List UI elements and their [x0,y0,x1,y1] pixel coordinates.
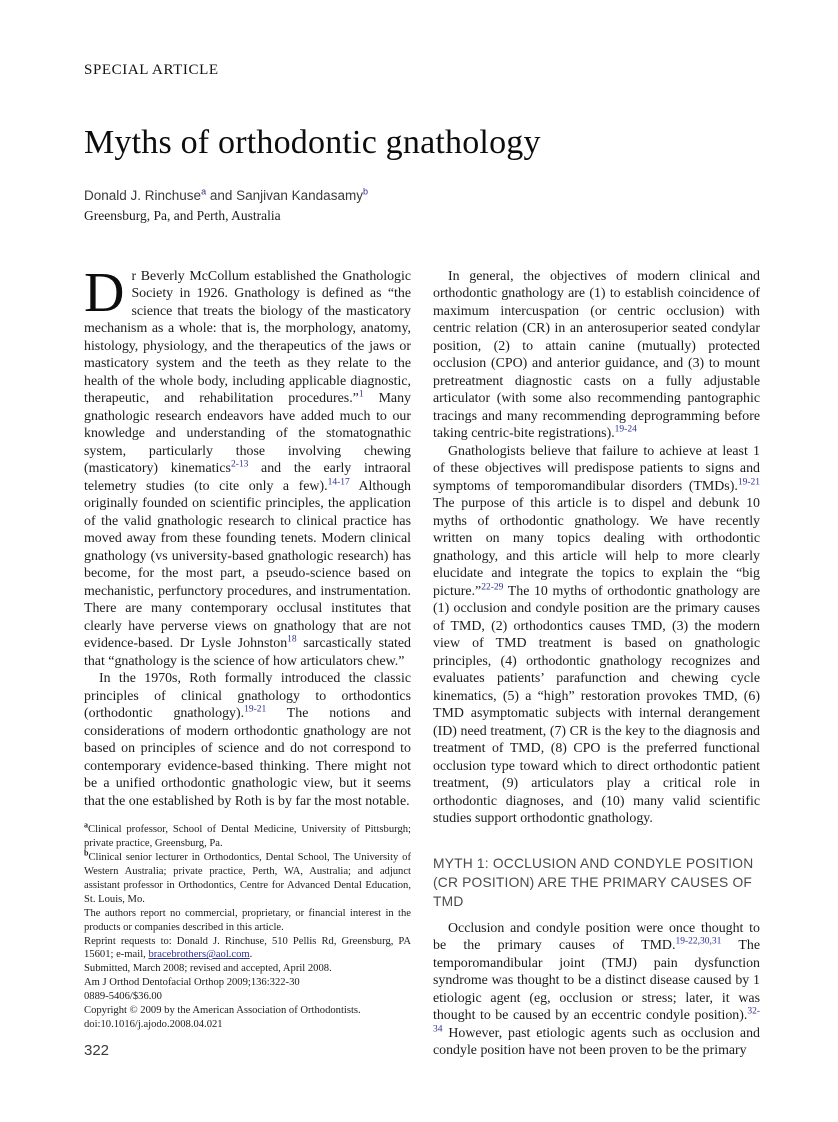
paragraph: In the 1970s, Roth formally introduced the classic principles of clinical gnathology to orthodontics (orthodontic gnathology).$^{19-21}$ The notions and considerations of modern orthodontic gnathology are not based on principles of science and do not correspond to contemporary evidence-based thinking. There might not be a unified orthodontic gnathologic view, but it seems that the one established by Roth is by far the most notable. [84,671,411,809]
paragraph: Gnathologists believe that failure to achieve at least 1 of these objectives will predispose patients to signs and symptoms of temporomandibular disorders (TMDs).$^{19-21}$ The purpose of this article is to dispel and debunk 10 myths of orthodontic gnathology. We have recently written on many topics dealing with orthodontic gnathology, and this article will help to more clearly elucidate and integrate the topics to explain the “big picture.”$^{22-29}$ The 10 myths of orthodontic gnathology are (1) occlusion and condyle position are the primary causes of TMD, (2) orthodontics causes TMD, (3) the modern view of TMD treatment is based on gnathologic principles, (4) orthodontic gnathology recognizes and evaluates patients’ parafunction and chewing cycle kinematics, (5) a “high” restoration provokes TMD, (6) TMD asymptomatic subjects with internal derangement (ID) need treatment, (7) CR is the key to the diagnosis and treatment of TMD, (8) CPO is the preferred functional occlusion type toward which to direct orthodontic patient treatment, (9) articulators play a critical role in orthodontic diagnoses, and (10) many valid scientific studies support orthodontic gnathology. [433,443,760,827]
footnote: The authors report no commercial, proprietary, or financial interest in the products or companies described in this article. [84,907,411,933]
footnote: $^b$Clinical senior lecturer in Orthodontics, Dental School, The University of Western Australia; private practice, Perth, WA, Australia; and adjunct assistant professor in Orthodontics, Centre for Advanced Dental Education, St. Louis, Mo. [84,848,411,905]
reference-link[interactable]: 19-21 [737,477,760,488]
reference-link[interactable]: b [362,186,368,197]
footnote-marker: a [84,820,88,830]
authors-line: Donald J. Rinchuse$^a$ and Sanjivan Kandasamy$^b$ [84,186,368,203]
footnote-marker: b [84,848,89,858]
paragraph [84,261,411,671]
reference-link[interactable]: 18 [287,634,297,645]
reference-link[interactable]: 2-13 [230,459,249,470]
footnote: Submitted, March 2008; revised and accepted, April 2008. [84,963,332,975]
footnote: 0889-5406/$36.00 [84,991,162,1003]
reference-link[interactable]: 19-22,30,31 [675,936,722,947]
right-column [433,268,760,1060]
reference-link[interactable]: 32-34 [433,1006,760,1035]
paragraph: Occlusion and condyle position were once thought to be the primary causes of TMD.$^{19-22,30,31}$ The temporomandibular joint (TMJ) pain dysfunction syndrome was thought to be a distinct disease caused by 1 etiologic agent (eg, occlusion or stress; later, it was thought to be caused by an eccentric condyle position).$^{32-34}$ However, past etiologic agents such as occlusion and condyle position have not been proven to be the primary [433,920,760,1059]
footnote: Copyright © 2009 by the American Association of Orthodontists. [84,1005,361,1017]
email-link[interactable]: bracebrothers@aol.com [148,949,250,961]
section-heading-myth-1: MYTH 1: OCCLUSION AND CONDYLE POSITION (CR POSITION) ARE THE PRIMARY CAUSES OF TMD [433,855,754,909]
article-title: Myths of orthodontic gnathology [84,124,541,161]
footnote: Reprint requests to: Donald J. Rinchuse, 510 Pellis Rd, Greensburg, PA 15601; e-mail, bracebrothers@aol.com. [84,935,411,961]
drop-cap: D [84,261,125,324]
affiliation-line: Greensburg, Pa, and Perth, Australia [84,207,281,223]
page-number: 322 [84,1042,110,1059]
reference-link[interactable]: 19-24 [614,424,637,435]
article-body [84,261,760,1060]
article-type-label: SPECIAL ARTICLE [84,62,219,78]
paragraph-text: r Beverly McCollum established the Gnathologic Society in 1926. Gnathology is defined as “the science that treats the biology of the masticatory mechanism as a whole: that is, the morphology, anatomy, histology, physiology, and the therapeutics of the jaws or masticatory system and the teeth as they relate to the health of the whole body, including applicable diagnostic, therapeutic, and rehabilitation procedures.”$^1$ Many gnathologic research endeavors have added much to our knowledge and understanding of the stomatognathic system, particularly those involving chewing (masticatory) kinematics$^{2-13}$ and the early intraoral telemetry studies (to cite only a few).$^{14-17}$ Although originally founded on scientific principles, the application of the valid gnathologic research to clinical practice has moved away from these founding tenets. Modern clinical gnathology (vs university-based gnathologic research) has become, for the most part, a pseudo-science based on mechanistic, perfunctory procedures, and instrumentation. There are many contemporary occlusal institutes that clearly have perverse views on gnathology that are not evidence-based. Dr Lysle Johnston$^{18}$ sarcastically stated that “gnathology is the science of how articulators chew.” [84,268,411,669]
footnotes-block [84,820,411,1032]
reference-link[interactable]: 1 [358,389,364,400]
footnote: Am J Orthod Dentofacial Orthop 2009;136:322-30 [84,977,300,989]
paragraph: In general, the objectives of modern clinical and orthodontic gnathology are (1) to establish coincidence of maximum intercuspation (or centric occlusion) with centric relation (CR) in an anterosuperior seated condylar position, (2) to attain canine (mutually) protected occlusion (CPO) and anterior guidance, and (3) to mount pretreatment diagnostic casts on a fully adjustable articulator (with some also recommending pantographic tracings and many recommending deprogramming before taking centric-bite registrations).$^{19-24}$ [433,268,760,442]
reference-link[interactable]: 14-17 [327,477,350,488]
left-column [84,261,411,1060]
reference-link[interactable]: 19-21 [244,704,267,715]
article-header [84,62,760,224]
reference-link[interactable]: 22-29 [481,582,504,593]
footnote: doi:10.1016/j.ajodo.2008.04.021 [84,1018,223,1030]
reference-link[interactable]: a [201,186,207,197]
footnote: $^a$Clinical professor, School of Dental Medicine, University of Pittsburgh; private practice, Greensburg, Pa. [84,820,411,850]
